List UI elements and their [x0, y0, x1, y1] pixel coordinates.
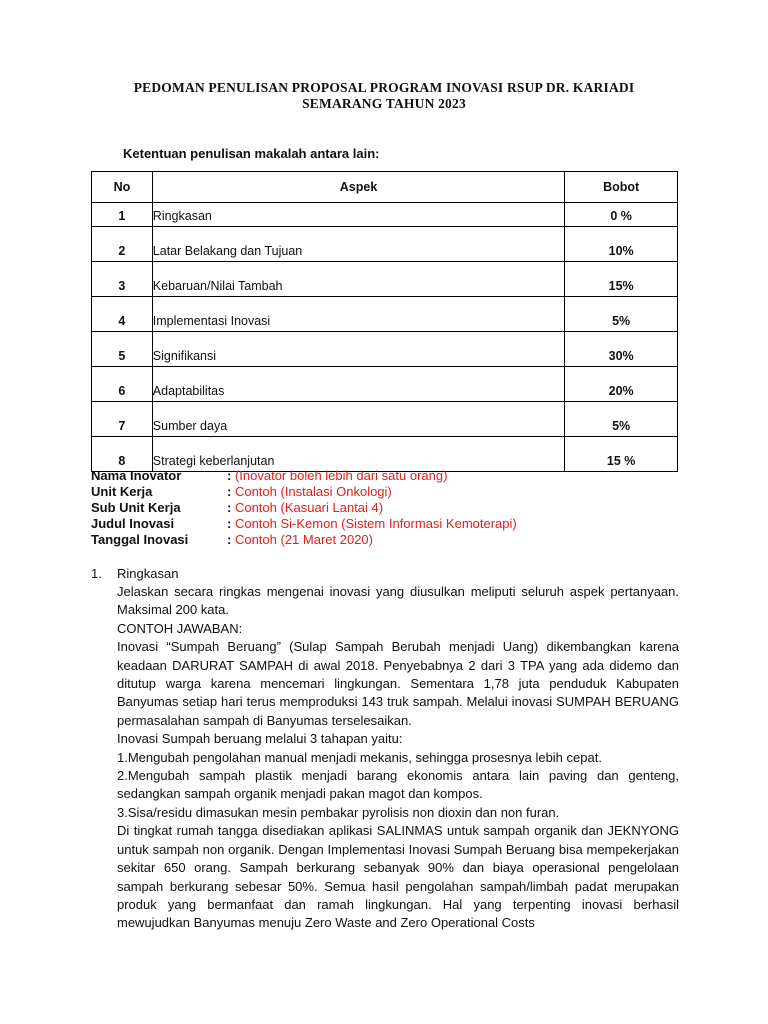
cell-no: 2	[92, 227, 153, 262]
document-title	[60, 80, 708, 112]
table-row	[92, 227, 678, 262]
cell-bobot: 20%	[565, 367, 678, 402]
header-aspek: Aspek	[152, 172, 565, 203]
cell-bobot: 15%	[565, 262, 678, 297]
info-label: Judul Inovasi	[91, 516, 175, 531]
paragraph: Di tingkat rumah tangga disediakan aplikasi SALINMAS untuk sampah organik dan JEKNYONG untuk sampah non organik. Dengan Implementasi Inovasi Sumpah Beruang bisa mempekerjakan sekitar 650 orang. Sampah berkurang sebanyak 90% dan biaya operasional pengelolaan sampah berkurang sebesar 50%. Semua hasil pengolahan sampah/limbah padat merupakan produk yang bermanfaat dan ramah lingkungan. Hal yang terpenting inovasi berhasil mewujudkan Banyumas menuju Zero Waste and Zero Operational Costs	[117, 823, 679, 931]
cell-bobot: 5%	[565, 297, 678, 332]
cell-aspek: Signifikansi	[152, 332, 565, 367]
info-value: Contoh (21 Maret 2020)	[234, 532, 373, 547]
cell-aspek: Strategi keberlanjutan	[152, 437, 565, 472]
title-line-1: PEDOMAN PENULISAN PROPOSAL PROGRAM INOVASI RSUP DR. KARIADI	[133, 80, 635, 95]
cell-no: 1	[92, 203, 153, 227]
cell-bobot: 15 %	[565, 437, 678, 472]
cell-aspek: Kebaruan/Nilai Tambah	[152, 262, 565, 297]
info-value: Contoh (Instalasi Onkologi)	[234, 484, 392, 499]
cell-no: 4	[92, 297, 153, 332]
cell-no: 5	[92, 332, 153, 367]
info-label: Sub Unit Kerja	[91, 500, 181, 515]
instruction-text: Jelaskan secara ringkas mengenai inovasi yang diusulkan meliputi seluruh aspek pertanyaan. Maksimal 200 kata.	[117, 584, 679, 618]
info-label: Unit Kerja	[91, 484, 153, 499]
cell-no: 3	[92, 262, 153, 297]
cell-no: 6	[92, 367, 153, 402]
table-row	[92, 437, 678, 472]
table-row	[92, 402, 678, 437]
section-body	[117, 583, 679, 933]
paragraph: Inovasi “Sumpah Beruang” (Sulap Sampah Berubah menjadi Uang) dikembangkan karena keadaan DARURAT SAMPAH di awal 2018. Penyebabnya 2 dari 3 TPA yang ada didemo dan ditutup warga karena mencemari lingkungan. Sementara 1,78 juta penduduk Kabupaten Banyumas setiap hari terus memproduksi 143 truk sampah. Melalui inovasi SUMPAH BERUANG permasalahan sampah di Banyumas terselesaikan.	[117, 639, 679, 728]
info-value: Contoh Si-Kemon (Sistem Informasi Kemoterapi)	[234, 516, 517, 531]
cell-aspek: Ringkasan	[152, 203, 565, 227]
cell-no: 8	[92, 437, 153, 472]
cell-aspek: Sumber daya	[152, 402, 565, 437]
info-label: Tanggal Inovasi	[91, 532, 189, 547]
table-row	[92, 297, 678, 332]
list-item: 2.Mengubah sampah plastik menjadi barang ekonomis antara lain paving dan genteng, sedangkan sampah organik menjadi pakan magot dan kompos.	[117, 768, 679, 802]
info-colon: :	[227, 468, 235, 483]
cell-no: 7	[92, 402, 153, 437]
table-row	[92, 203, 678, 227]
info-row-sub-unit-kerja	[91, 500, 517, 516]
table-row	[92, 332, 678, 367]
cell-bobot: 5%	[565, 402, 678, 437]
section-ringkasan	[91, 565, 679, 933]
cell-aspek: Latar Belakang dan Tujuan	[152, 227, 565, 262]
header-bobot: Bobot	[565, 172, 678, 203]
info-colon: :	[227, 484, 235, 499]
info-row-judul-inovasi	[91, 516, 517, 532]
info-colon: :	[227, 516, 235, 531]
section-number: 1.	[91, 566, 102, 581]
cell-aspek: Adaptabilitas	[152, 367, 565, 402]
section-title: Ringkasan	[117, 566, 179, 581]
list-item: 1.Mengubah pengolahan manual menjadi mekanis, sehingga prosesnya lebih cepat.	[117, 749, 602, 765]
table-row	[92, 367, 678, 402]
info-row-nama-inovator	[91, 468, 517, 484]
info-row-tanggal-inovasi	[91, 532, 517, 548]
cell-aspek: Implementasi Inovasi	[152, 297, 565, 332]
table-row	[92, 262, 678, 297]
info-colon: :	[227, 500, 235, 515]
aspect-weight-table	[91, 171, 678, 472]
list-item: 3.Sisa/residu dimasukan mesin pembakar pyrolisis non dioxin dan non furan.	[117, 804, 560, 820]
info-value: Contoh (Kasuari Lantai 4)	[234, 500, 384, 515]
info-value: (Inovator boleh lebih dari satu orang)	[234, 468, 448, 483]
cell-bobot: 0 %	[565, 203, 678, 227]
section-heading	[91, 565, 679, 583]
cell-bobot: 10%	[565, 227, 678, 262]
info-label: Nama Inovator	[91, 468, 182, 483]
title-line-2: SEMARANG TAHUN 2023	[302, 96, 466, 111]
table-header-row	[92, 172, 678, 203]
intro-text: Ketentuan penulisan makalah antara lain:	[123, 146, 380, 161]
cell-bobot: 30%	[565, 332, 678, 367]
info-colon: :	[227, 532, 235, 547]
innovation-info	[91, 468, 517, 548]
info-row-unit-kerja	[91, 484, 517, 500]
paragraph: Inovasi Sumpah beruang melalui 3 tahapan yaitu:	[117, 731, 403, 747]
header-no: No	[92, 172, 153, 203]
example-label: CONTOH JAWABAN:	[117, 620, 243, 636]
